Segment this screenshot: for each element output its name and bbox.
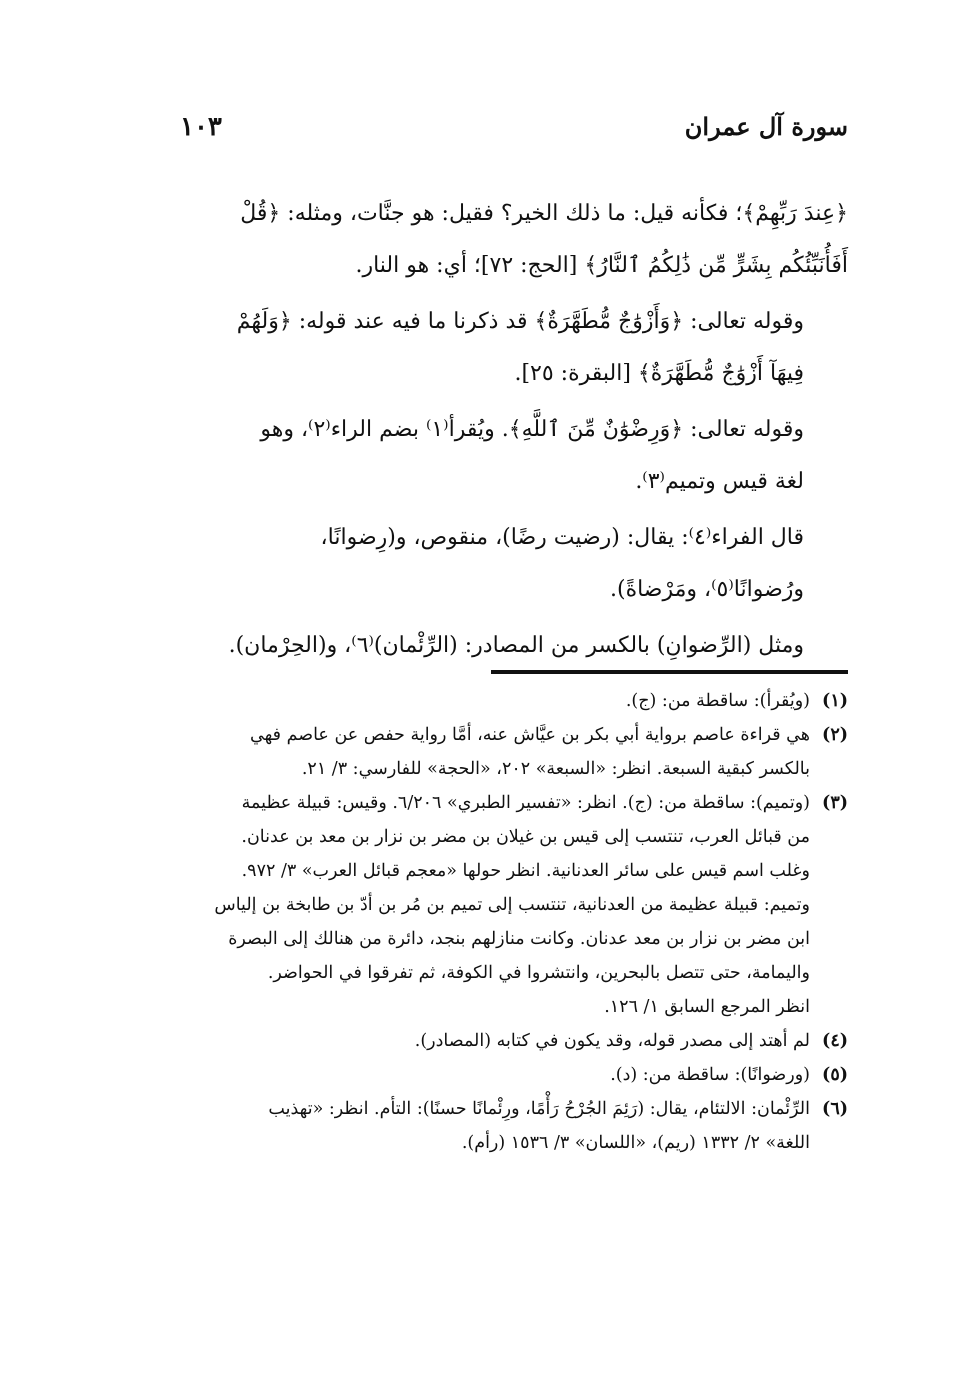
- footnote-text: [130, 1024, 810, 1058]
- paragraph-2: [130, 296, 848, 400]
- paragraph-2-line-2: فِيهَآ أَزْوَٰجٌ مُّطَهَّرَةٌ﴾ [البقرة: ٢٥].: [514, 361, 804, 386]
- footnote-line: انظر المرجع السابق ١/ ١٢٦.: [604, 997, 810, 1017]
- footnote-line: لم أهتد إلى مصدر قوله، وقد يكون في كتابه (المصادر).: [414, 1031, 810, 1051]
- paragraph-1: [130, 188, 848, 292]
- chapter-title: سورة آل عمران: [684, 112, 848, 141]
- footnote-number: (٤): [822, 1031, 848, 1051]
- footnote-6: [130, 1092, 848, 1160]
- paragraph-4: [130, 512, 848, 616]
- paragraph-4-line-1: قال الفراء⁽٤⁾: يقال: (رضيت رضًا)، منقوص، و(رِضوانًا،: [320, 525, 804, 550]
- paragraph-5-line-1: ومثل (الرِّضوانِ) بالكسر من المصادر: (الرِّئْمان)⁽٦⁾، و(الحِرْمان).: [228, 633, 804, 658]
- footnote-divider: [491, 670, 848, 674]
- footnote-number: (٦): [822, 1099, 848, 1119]
- footnote-line: اللغة» ٢/ ١٣٣٢ (ريم)، «اللسان» ٣/ ١٥٣٦ (رأم).: [461, 1133, 810, 1153]
- footnote-line: هي قراءة عاصم برواية أبي بكر بن عيَّاش عنه، أمَّا رواية حفص عن عاصم فهي: [250, 725, 810, 745]
- paragraph-1-line-2: أَفَأُنَبِّئُكُم بِشَرٍّ مِّن ذَٰلِكُمُ ٱلنَّارُ﴾ [الحج: ٧٢]؛ أي: هو النار.: [355, 253, 848, 278]
- paragraph-3: [130, 404, 848, 508]
- footnotes: [130, 684, 848, 1160]
- footnote-text: [130, 718, 810, 786]
- footnote-line: وغلب اسم قيس على سائر العدنانية. انظر حولها «معجم قبائل العرب» ٣/ ٩٧٢.: [241, 861, 810, 881]
- footnote-number: (٥): [822, 1065, 848, 1085]
- footnote-3: [130, 786, 848, 1024]
- footnote-line: من قبائل العرب، تنتسب إلى قيس بن غيلان بن مضر بن نزار بن معد بن عدنان.: [241, 827, 810, 847]
- footnote-line: (ورضوانًا): ساقطة من: (د).: [610, 1065, 810, 1085]
- footnote-number: (٢): [822, 725, 848, 745]
- paragraph-5: [130, 620, 848, 672]
- footnote-4: [130, 1024, 848, 1058]
- page-header: [130, 112, 848, 152]
- footnote-2: [130, 718, 848, 786]
- footnote-text: [130, 1058, 810, 1092]
- footnote-number: (٣): [822, 793, 848, 813]
- footnote-line: (وتميم): ساقطة من: (ج). انظر: «تفسير الطبري» ٦/٢٠٦. وقيس: قبيلة عظيمة: [241, 793, 810, 813]
- paragraph-3-line-1: وقوله تعالى: ﴿وَرِضْوَٰنٌ مِّنَ ٱللَّهِ﴾. ويُقرأ⁽١⁾ بضم الراء⁽٢⁾، وهو: [260, 417, 804, 442]
- paragraph-4-line-2: ورُضوانًا⁽٥⁾، ومَرْضاةً).: [610, 577, 804, 602]
- footnote-line: الرِّئْمان: الالتئام، يقال: (رَئِمَ الجُرْحُ رَأْمًا، ورِئْمانًا حسنًا): التأم. انظر: «تهذيب: [268, 1099, 810, 1119]
- footnote-number: (١): [822, 691, 848, 711]
- footnote-line: بالكسر كبقية السبعة. انظر: «السبعة» ٢٠٢، «الحجة» للفارسي: ٣/ ٢١.: [301, 759, 810, 779]
- page-number: ١٠٣: [180, 112, 222, 142]
- footnote-1: [130, 684, 848, 718]
- paragraph-2-line-1: وقوله تعالى: ﴿وَأَزْوَٰجٌ مُّطَهَّرَةٌ﴾ قد ذكرنا ما فيه عند قوله: ﴿وَلَهُمْ: [236, 309, 804, 334]
- footnote-line: (ويُقرأ): ساقطة من: (ج).: [625, 691, 810, 711]
- footnote-text: [130, 786, 810, 1024]
- footnote-line: وتميم: قبيلة عظيمة من العدنانية، تنتسب إلى تميم بن مُر بن أدّ بن طابخة بن إلياس: [214, 895, 810, 915]
- footnote-line: ابن مضر بن نزار بن معد عدنان. وكانت منازلهم بنجد، دائرة من هنالك إلى البصرة: [228, 929, 810, 949]
- footnote-5: [130, 1058, 848, 1092]
- paragraph-3-line-2: لغة قيس وتميم⁽٣⁾.: [635, 469, 804, 494]
- footnote-line: واليمامة، حتى تتصل بالبحرين، وانتشروا في الكوفة، ثم تفرقوا في الحواضر.: [267, 963, 810, 983]
- footnote-text: [130, 1092, 810, 1160]
- paragraph-1-line-1: ﴿عِندَ رَبِّهِمْ﴾؛ فكأنه قيل: ما ذلك الخير؟ فقيل: هو جنَّات، ومثله: ﴿قُلْ: [240, 201, 848, 226]
- main-text: [130, 188, 848, 676]
- footnote-text: [130, 684, 810, 718]
